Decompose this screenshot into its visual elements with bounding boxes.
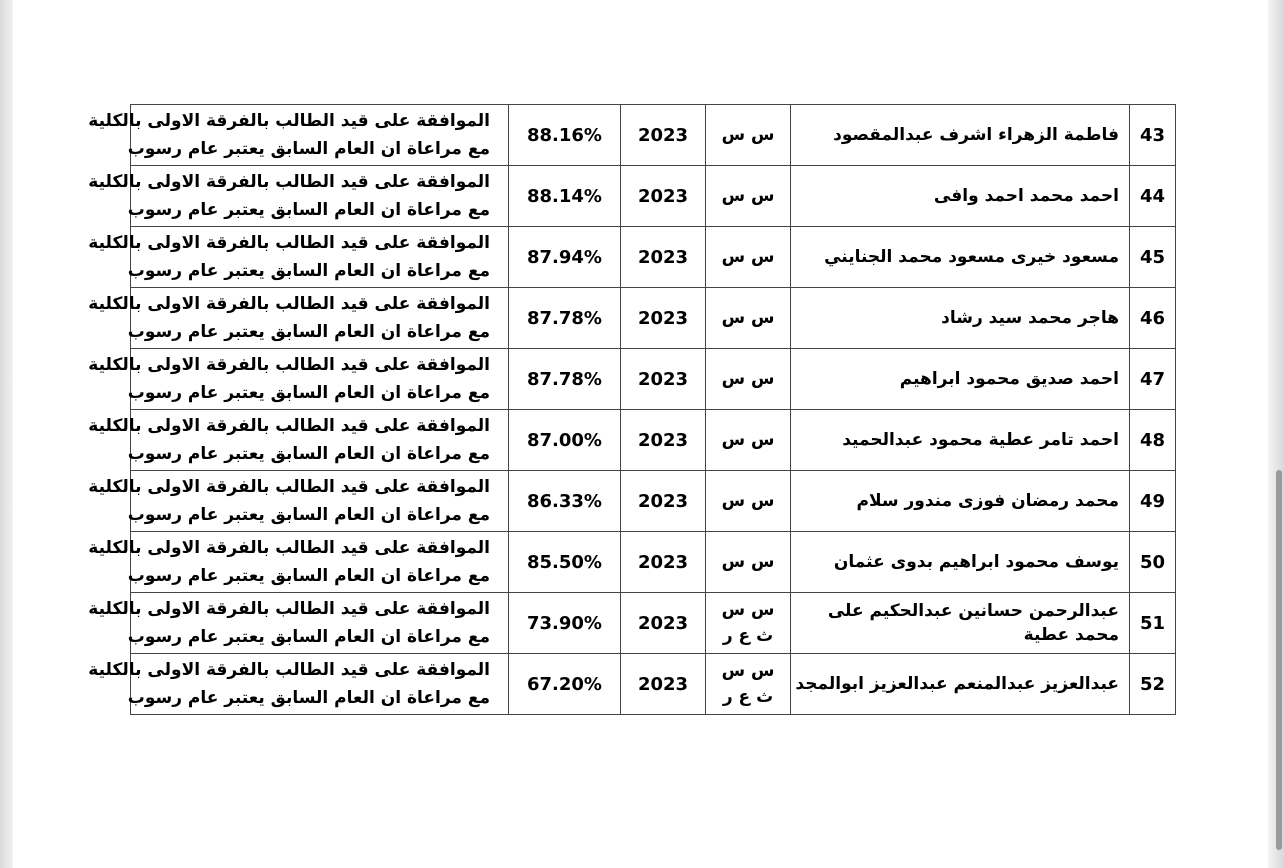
decision-cell <box>88 288 509 349</box>
code-line: س س <box>721 186 775 206</box>
student-name: عبدالعزيز عبدالمنعم عبدالعزيز ابوالمجد <box>791 654 1130 715</box>
year: 2023 <box>621 288 706 349</box>
decision-line: مع مراعاة ان العام السابق يعتبر عام رسوب <box>127 566 490 586</box>
decision-line: الموافقة على قيد الطالب بالفرقة الاولى بالكلية <box>88 416 490 436</box>
row-number: 47 <box>1130 349 1176 410</box>
year: 2023 <box>621 227 706 288</box>
percentage: 86.33% <box>509 471 621 532</box>
student-name: محمد رمضان فوزى مندور سلام <box>791 471 1130 532</box>
student-name: هاجر محمد سيد رشاد <box>791 288 1130 349</box>
student-name: عبدالرحمن حسانين عبدالحكيم على محمد عطية <box>791 593 1130 654</box>
student-name: يوسف محمود ابراهيم بدوى عثمان <box>791 532 1130 593</box>
decision-cell <box>88 227 509 288</box>
code-line: س س <box>721 661 775 681</box>
page-edge-left <box>0 0 13 868</box>
year: 2023 <box>621 532 706 593</box>
decision-line: الموافقة على قيد الطالب بالفرقة الاولى بالكلية <box>88 172 490 192</box>
code-cell <box>706 410 791 471</box>
decision-cell <box>88 471 509 532</box>
code-cell <box>706 471 791 532</box>
table-row <box>131 654 1176 715</box>
decision-cell <box>88 654 509 715</box>
table-row <box>131 410 1176 471</box>
code-line: س س <box>721 491 775 511</box>
decision-cell <box>88 410 509 471</box>
decision-cell <box>88 593 509 654</box>
year: 2023 <box>621 105 706 166</box>
student-name: احمد صديق محمود ابراهيم <box>791 349 1130 410</box>
percentage: 88.16% <box>509 105 621 166</box>
percentage: 87.00% <box>509 410 621 471</box>
code-line: س س <box>721 247 775 267</box>
decision-line: الموافقة على قيد الطالب بالفرقة الاولى بالكلية <box>88 538 490 558</box>
year: 2023 <box>621 166 706 227</box>
students-table <box>88 104 1176 715</box>
decision-cell <box>88 105 509 166</box>
table-row <box>131 288 1176 349</box>
code-cell <box>706 593 791 654</box>
code-line: س س <box>721 600 775 620</box>
decision-line: مع مراعاة ان العام السابق يعتبر عام رسوب <box>127 200 490 220</box>
row-number: 49 <box>1130 471 1176 532</box>
row-number: 48 <box>1130 410 1176 471</box>
table-body <box>88 105 1176 715</box>
row-number: 51 <box>1130 593 1176 654</box>
percentage: 87.78% <box>509 288 621 349</box>
row-number: 45 <box>1130 227 1176 288</box>
percentage: 87.94% <box>509 227 621 288</box>
decision-line: الموافقة على قيد الطالب بالفرقة الاولى بالكلية <box>88 355 490 375</box>
code-cell <box>706 288 791 349</box>
decision-line: مع مراعاة ان العام السابق يعتبر عام رسوب <box>127 139 490 159</box>
table-row <box>131 532 1176 593</box>
row-number: 52 <box>1130 654 1176 715</box>
decision-line: مع مراعاة ان العام السابق يعتبر عام رسوب <box>127 261 490 281</box>
code-cell <box>706 532 791 593</box>
table-row <box>131 349 1176 410</box>
table-row <box>131 166 1176 227</box>
table-row <box>131 593 1176 654</box>
decision-line: الموافقة على قيد الطالب بالفرقة الاولى بالكلية <box>88 477 490 497</box>
decision-line: الموافقة على قيد الطالب بالفرقة الاولى بالكلية <box>88 599 490 619</box>
year: 2023 <box>621 410 706 471</box>
table-row <box>131 105 1176 166</box>
year: 2023 <box>621 471 706 532</box>
row-number: 43 <box>1130 105 1176 166</box>
code-line: ث ع ر <box>722 687 774 707</box>
decision-line: مع مراعاة ان العام السابق يعتبر عام رسوب <box>127 505 490 525</box>
percentage: 85.50% <box>509 532 621 593</box>
scrollbar-track[interactable] <box>1268 0 1284 868</box>
code-cell <box>706 349 791 410</box>
decision-line: مع مراعاة ان العام السابق يعتبر عام رسوب <box>127 444 490 464</box>
percentage: 87.78% <box>509 349 621 410</box>
row-number: 46 <box>1130 288 1176 349</box>
code-line: س س <box>721 552 775 572</box>
decision-cell <box>88 349 509 410</box>
decision-line: الموافقة على قيد الطالب بالفرقة الاولى بالكلية <box>88 111 490 131</box>
percentage: 88.14% <box>509 166 621 227</box>
decision-line: الموافقة على قيد الطالب بالفرقة الاولى بالكلية <box>88 233 490 253</box>
student-name: احمد محمد احمد وافى <box>791 166 1130 227</box>
decision-line: الموافقة على قيد الطالب بالفرقة الاولى بالكلية <box>88 294 490 314</box>
scrollbar-thumb[interactable] <box>1276 470 1282 850</box>
decision-line: مع مراعاة ان العام السابق يعتبر عام رسوب <box>127 322 490 342</box>
student-name: مسعود خيرى مسعود محمد الجنايني <box>791 227 1130 288</box>
decision-line: مع مراعاة ان العام السابق يعتبر عام رسوب <box>127 383 490 403</box>
code-cell <box>706 166 791 227</box>
year: 2023 <box>621 593 706 654</box>
row-number: 50 <box>1130 532 1176 593</box>
decision-line: الموافقة على قيد الطالب بالفرقة الاولى بالكلية <box>88 660 490 680</box>
table-row <box>131 471 1176 532</box>
code-cell <box>706 105 791 166</box>
decision-line: مع مراعاة ان العام السابق يعتبر عام رسوب <box>127 688 490 708</box>
code-line: س س <box>721 125 775 145</box>
code-line: ث ع ر <box>722 626 774 646</box>
decision-cell <box>88 166 509 227</box>
decision-line: مع مراعاة ان العام السابق يعتبر عام رسوب <box>127 627 490 647</box>
row-number: 44 <box>1130 166 1176 227</box>
decision-cell <box>88 532 509 593</box>
year: 2023 <box>621 654 706 715</box>
table-row <box>131 227 1176 288</box>
student-name: احمد تامر عطية محمود عبدالحميد <box>791 410 1130 471</box>
percentage: 73.90% <box>509 593 621 654</box>
student-name: فاطمة الزهراء اشرف عبدالمقصود <box>791 105 1130 166</box>
code-line: س س <box>721 308 775 328</box>
year: 2023 <box>621 349 706 410</box>
percentage: 67.20% <box>509 654 621 715</box>
code-cell <box>706 227 791 288</box>
code-line: س س <box>721 369 775 389</box>
code-line: س س <box>721 430 775 450</box>
code-cell <box>706 654 791 715</box>
